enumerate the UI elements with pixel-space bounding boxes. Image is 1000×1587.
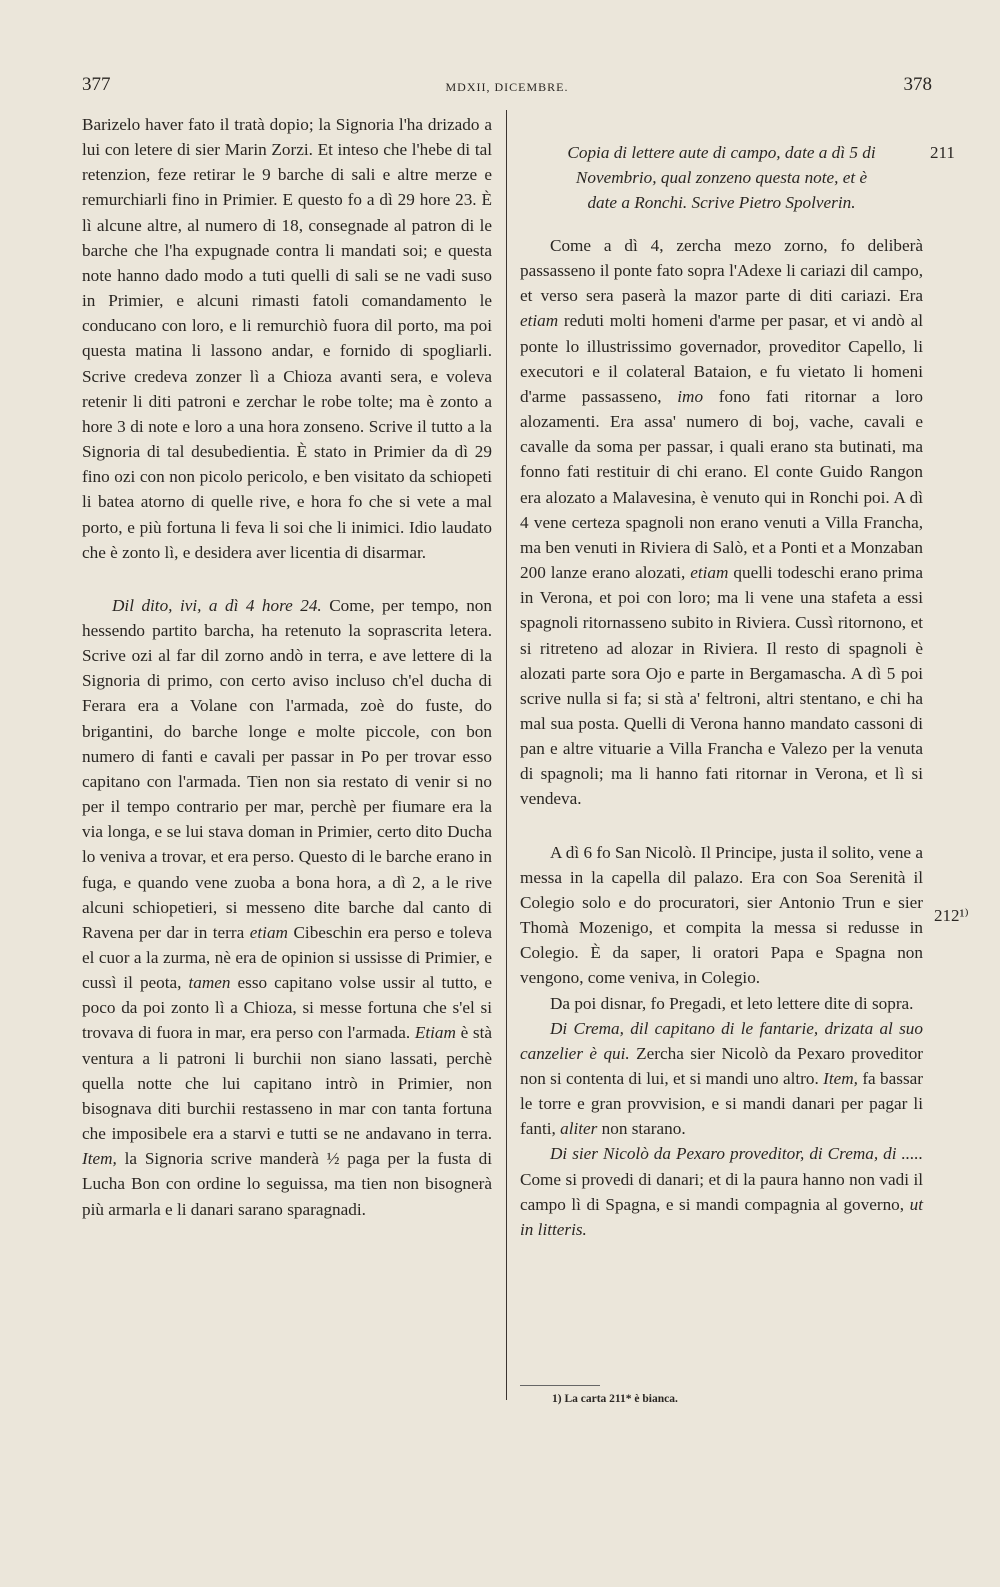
column-divider [506, 110, 507, 1400]
margin-folio-number-footnoted: 212¹⁾ [934, 906, 969, 925]
right-column [520, 140, 923, 1242]
letter-heading-crema: Di Crema, dil capitano di le fantarie, drizata al suo canzelier è qui. [520, 1018, 923, 1063]
italic-run: Item, [823, 1069, 858, 1088]
text-run: fono fati ritornar a loro alozamenti. Era assa' numero di boj, vache, cavali e cavalle da soma per passar, i quali erano sta butinati, ma fonno fati restituir di chi erano. El conte Guido Rangon era alozato a Malavesina, è venuto qui in Ronchi poi. A dì 4 vene certeza spagnoli non erano venuti a Villa Francha, ma ben venuti in Riviera di Salò, et a Ponti et a Monzaban 200 lanze erano alozati, [520, 386, 923, 583]
left-column [82, 112, 492, 1222]
heading-line: Copia di lettere aute di campo, date a dì 5 di [567, 143, 876, 162]
page-header [82, 74, 932, 104]
page-number-left: 377 [82, 74, 111, 95]
page-number-right: 378 [903, 74, 932, 95]
italic-run: etiam [690, 563, 729, 583]
text-run: reduti molti homeni d'arme per pasar, et vi andò al ponte lo illustrissimo governador, proveditor Capello, li executori e il colateral Bataion, e fu vietato li homeni d'arme passasseno, [520, 311, 923, 406]
left-paragraph-2 [82, 593, 492, 1222]
text-run: fa bassar le torre e gran provvision, e si mandi danari per pagar li fanti, [520, 1069, 923, 1139]
right-paragraph-5 [520, 1141, 923, 1242]
italic-run: aliter [560, 1119, 598, 1139]
right-paragraph-2: A dì 6 fo San Nicolò. Il Principe, justa il solito, vene a messa in la capella dil palazo. Era con Soa Serenità il Colegio solo e do procuratori, sier Antonio Trun e sier Thomà Mozenigo, et compita la messa si redusse in Colegio. È da saper, li oratori Papa e Spagna non vengono, come veniva, in Colegio. [520, 842, 923, 988]
text-run: non starano. [597, 1119, 686, 1139]
text-run: Come si provedi di danari; et di la paura hanno non vadi il campo lì di Spagna, e si mandi compagnia al governo, [520, 1169, 923, 1214]
italic-run: Item, [82, 1149, 117, 1169]
right-paragraph-4 [520, 1016, 923, 1142]
italic-run: etiam [249, 922, 288, 942]
text-run: quelli todeschi erano prima in Verona, et poi con loro; ma li vene una stafeta a essi spagnoli ritornasseno subito in Riviera. Cussì ritornono, et si ritreteno ad alozar in Riviera. Il resto di spagnoli è alozati parte sora Ojo e parte in Bergamascha. A dì 5 poi scrive nulla si fa; si stà a' feltroni, altri stentano, e chi ha mal sua posta. Quelli di Verona hanno mandato cassoni di pan e altre vituarie a Villa Francha e Valezo per la venuta di spagnoli; ma li hanno fati ritornar in Verona, et lì si vendeva. [520, 563, 923, 809]
text-run: esso capitano volse ussir al tutto, e poco da poi zonto lì a Chioza, si messe fortuna che s'el si trovava di fuora in mar, era perso con l'armada. [82, 973, 492, 1043]
text-run: è stà ventura a li patroni li burchii non siano lassati, perchè quella notte che lui capitano intrò in Primier, non bisognava diti burchii restasseno in mar con tanta fortuna che imposibele era a starvi e tutti se ne andavano in terra. [82, 1023, 492, 1144]
text-run: Come a dì 4, zercha mezo zorno, fo deliberà passasseno il ponte fato sopra l'Adexe li cariazi dil campo, et verso sera paserà la mazor parte di diti cariazi. Era [520, 236, 923, 306]
left-paragraph-1: Barizelo haver fato il tratà dopio; la Signoria l'ha drizado a lui con letere di sier Marin Zorzi. Et inteso che l'hebe di tal retenzion, feze retirar le 9 barche di sali e altre merze e remurchiarli fino in Primier. E questo fo a dì 29 hore 23. È lì alcune altre, al numero di 18, consegnade al patron di le barche che l'ha expugnade contra li mandati soi; e questa note hanno dado modo a tuti quelli di sali se ne vadi suso in Primier, e alcuni rimasti fatoli comandamento le conducano con loro, e li remurchiò fuora dil porto, ma poi questa matina li lassono andar, e fornido di spogliarli. Scrive credeva zonzer lì a Chioza avanti sera, e voleva retenir li diti patroni e zerchar le robe tolte; ma è zonto a hore 3 di note e loro a una hora zonseno. Scrive il tutto a la Signoria di tal desubedientia. È stato in Primier da dì 29 fino ozi con non picolo pericolo, e ben visitato da schiopeti li batea atorno di quelle rive, e hora fo che si vete a mal porto, e più fortuna li feva li soi che li inimici. Idio laudato che è zonto lì, e desidera aver licentia di disarmar. [82, 115, 492, 562]
heading-line: date a Ronchi. Scrive Pietro Spolverin. [587, 193, 856, 212]
right-paragraph-3: Da poi disnar, fo Pregadi, et leto lettere dite di sopra. [550, 993, 914, 1013]
letter-heading-pexaro: Di sier Nicolò da Pexaro proveditor, di Crema, di ..... [550, 1144, 923, 1164]
letter-heading-copia [520, 140, 923, 215]
footnote-rule [520, 1385, 600, 1386]
italic-run: imo [677, 386, 704, 406]
text-run: Cibeschin era perso e toleva el cuor a la zurma, nè era de opinion si ussisse di Primier, e cussì il peota, [82, 922, 493, 993]
letter-heading-dil-dito: Dil dito, ivi, a dì 4 hore 24. [112, 595, 322, 615]
right-paragraph-1 [520, 233, 923, 812]
text-run: Zercha sier Nicolò da Pexaro proveditor non si contenta di lui, et si mandi uno altro. [520, 1043, 924, 1088]
running-title: MDXII, DICEMBRE. [445, 80, 569, 94]
footnote: 1) La carta 211* è bianca. [552, 1393, 678, 1405]
text-run: la Signoria scrive manderà ½ paga per la fusta di Lucha Bon con ordine lo seguissa, ma tien non bisognerà più armarla e li danari sarano sparagnadi. [82, 1149, 492, 1219]
text-run: Come, per tempo, non hessendo partito barcha, ha retenuto la soprascrita letera. Scrive ozi al far dil zorno andò in terra, e ave lettere di la Signoria di primo, con certo aviso incluso ch'el ducha di Ferara era a Volane con l'armada, zoè do fuste, do brigantini, do barche longe e molte piccole, con bon numero di fanti e cavali per passar in Po per trovar esso capitano con l'armada. Tien non sia restato di venir si no per il tempo contrario per mar, perchè per fiumare era la via longa, e se lui stava doman in Primier, certo dito Ducha lo veniva a trovar, et era perso. Questo di le barche erano in fuga, e quando vene zuoba a bona hora, a dì 2, a le rive alcuni schiopetieri, si messeno dite barche dal canto di Ravena per dar in terra [82, 595, 492, 942]
italic-run: Etiam [414, 1023, 456, 1043]
italic-run: etiam [520, 311, 559, 331]
margin-folio-number: 211 [930, 143, 955, 162]
italic-run: tamen [188, 973, 231, 993]
heading-line: Novembrio, qual zonzeno questa note, et è [575, 168, 868, 187]
italic-run: ut in litteris. [520, 1194, 923, 1239]
